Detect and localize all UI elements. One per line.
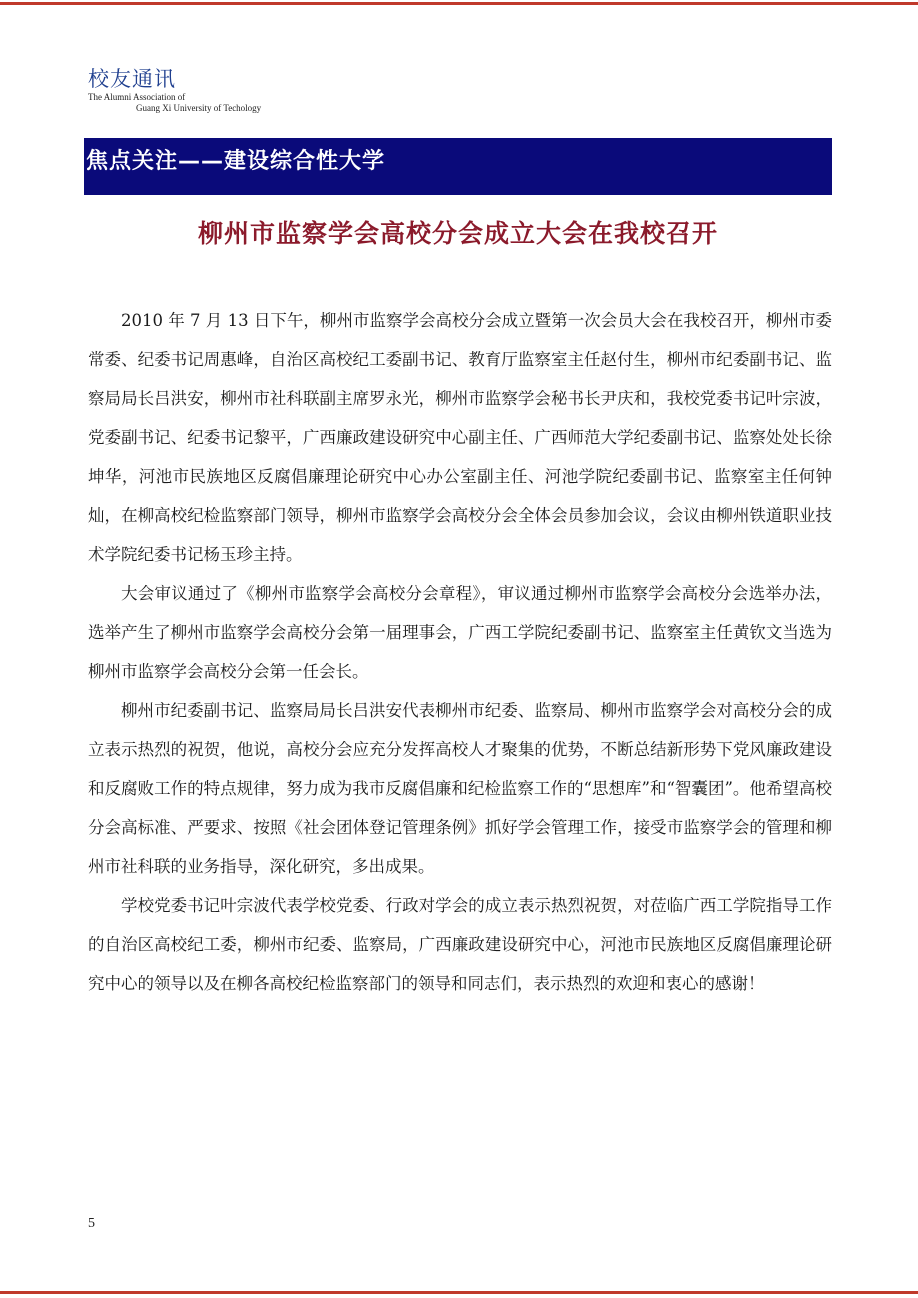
page-number: 5 [88, 1216, 95, 1231]
top-rule [0, 2, 918, 5]
article-paragraph: 大会审议通过了《柳州市监察学会高校分会章程》，审议通过柳州市监察学会高校分会选举办法，选举产生了柳州市监察学会高校分会第一届理事会，广西工学院纪委副书记、监察室主任黄钦文当选为柳州市监察学会高校分会第一任会长。 [88, 584, 832, 681]
section-banner [84, 138, 832, 195]
article-body [88, 301, 832, 1003]
masthead-subtitle-line1: The Alumni Association of [88, 92, 186, 102]
article-paragraph: 2010 年 7 月 13 日下午，柳州市监察学会高校分会成立暨第一次会员大会在我校召开，柳州市委常委、纪委书记周惠峰，自治区高校纪工委副书记、教育厅监察室主任赵付生，柳州市纪委副书记、监察局局长吕洪安，柳州市社科联副主席罗永光，柳州市监察学会秘书长尹庆和，我校党委书记叶宗波，党委副书记、纪委书记黎平，广西廉政建设研究中心副主任、广西师范大学纪委副书记、监察处处长徐坤华，河池市民族地区反腐倡廉理论研究中心办公室副主任、河池学院纪委副书记、监察室主任何钟灿，在柳高校纪检监察部门领导，柳州市监察学会高校分会全体会员参加会议，会议由柳州铁道职业技术学院纪委书记杨玉珍主持。 [88, 311, 832, 564]
article-paragraph: 学校党委书记叶宗波代表学校党委、行政对学会的成立表示热烈祝贺，对莅临广西工学院指导工作的自治区高校纪工委，柳州市纪委、监察局，广西廉政建设研究中心，河池市民族地区反腐倡廉理论研究中心的领导以及在柳各高校纪检监察部门的领导和同志们，表示热烈的欢迎和衷心的感谢！ [88, 896, 832, 993]
article-headline: 柳州市监察学会高校分会成立大会在我校召开 [197, 219, 718, 248]
bottom-rule [0, 1291, 918, 1294]
masthead-subtitle-line2: Guang Xi University of Techology [136, 103, 262, 113]
article-paragraph: 柳州市纪委副书记、监察局局长吕洪安代表柳州市纪委、监察局、柳州市监察学会对高校分会的成立表示热烈的祝贺，他说，高校分会应充分发挥高校人才聚集的优势，不断总结新形势下党风廉政建设和反腐败工作的特点规律，努力成为我市反腐倡廉和纪检监察工作的“思想库”和“智囊团”。他希望高校分会高标准、严要求、按照《社会团体登记管理条例》抓好学会管理工作，接受市监察学会的管理和柳州市社科联的业务指导，深化研究，多出成果。 [88, 701, 832, 876]
masthead [88, 66, 261, 114]
section-label: 焦点关注——建设综合性大学 [86, 149, 386, 174]
masthead-title: 校友通讯 [88, 67, 176, 91]
